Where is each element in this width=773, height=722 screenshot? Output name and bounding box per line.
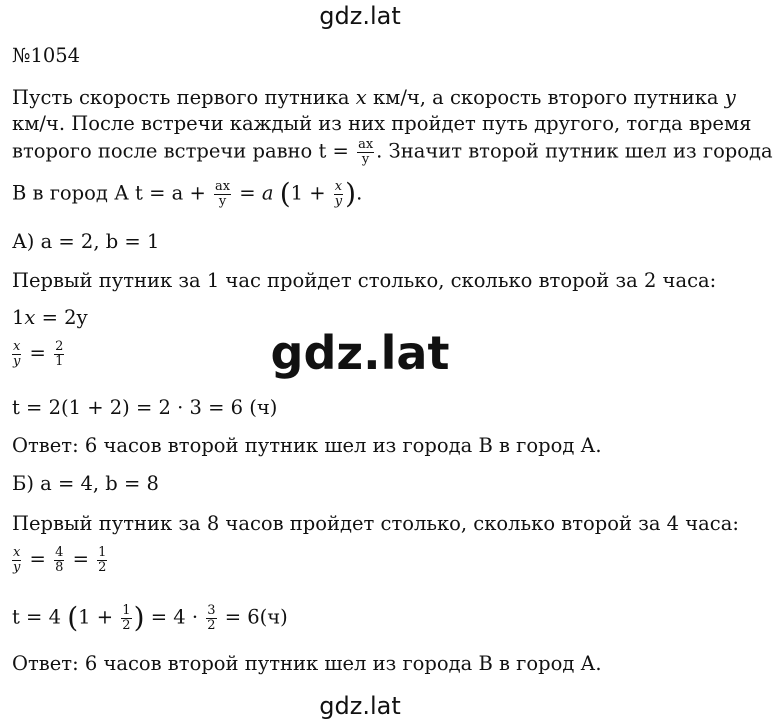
- fraction-denominator: 2: [207, 617, 216, 633]
- intro-text: . Значит второй путник шел из города: [376, 139, 773, 163]
- formula-text: = 4 ·: [144, 605, 205, 629]
- part-a-time: t = 2(1 + 2) = 2 · 3 = 6 (ч): [12, 396, 278, 419]
- var-x: x: [355, 86, 367, 109]
- equals: =: [23, 341, 53, 365]
- formula-text: В в город А t = a +: [12, 181, 212, 205]
- fraction-denominator: 1: [55, 353, 64, 369]
- watermark-middle: gdz.lat: [270, 326, 450, 380]
- fraction-denominator: y: [361, 151, 370, 167]
- part-a-header: А) a = 2, b = 1: [12, 230, 160, 253]
- part-b-answer: Ответ: 6 часов второй путник шел из города В в город А.: [12, 652, 602, 675]
- paren-close: ): [345, 177, 357, 211]
- fraction: [97, 546, 107, 574]
- part-b-time: [12, 601, 288, 635]
- formula-text: t = 4: [12, 605, 61, 629]
- part-a-equation: [12, 308, 88, 328]
- fraction: [54, 546, 64, 574]
- fraction: [12, 546, 21, 574]
- intro-line-1: [12, 88, 736, 108]
- fraction-numerator: x: [13, 545, 21, 560]
- var-x: x: [24, 306, 36, 329]
- paren-close: ): [133, 601, 145, 635]
- paren-open: (: [67, 601, 79, 635]
- intro-line-3: [12, 138, 773, 166]
- intro-text: Пусть скорость первого путника: [12, 86, 356, 109]
- fraction-denominator: 2: [122, 617, 131, 633]
- formula-text: .: [356, 181, 363, 205]
- part-b-header: Б) a = 4, b = 8: [12, 472, 159, 495]
- equation-text: = 2y: [35, 306, 88, 329]
- part-a-answer: Ответ: 6 часов второй путник шел из города В в город А.: [12, 434, 602, 457]
- fraction-denominator: y: [13, 559, 21, 575]
- fraction-numerator: 3: [207, 603, 216, 618]
- intro-text: км/ч, а скорость второго путника: [366, 86, 725, 109]
- watermark-top: gdz.lat: [319, 2, 401, 30]
- fraction-numerator: ax: [358, 137, 374, 152]
- fraction-numerator: 4: [55, 545, 64, 560]
- watermark-bottom: gdz.lat: [319, 692, 401, 720]
- intro-line-2: км/ч. После встречи каждый из них пройдет путь другого, тогда время: [12, 112, 752, 135]
- equation-text: 1: [12, 306, 25, 329]
- fraction-numerator: x: [13, 339, 21, 354]
- fraction: [206, 604, 216, 632]
- formula-text: = 6(ч): [218, 605, 288, 629]
- fraction-numerator: 1: [122, 603, 131, 618]
- part-b-ratio: [12, 546, 109, 574]
- intro-text: второго после встречи равно t =: [12, 139, 356, 163]
- fraction-numerator: 1: [98, 545, 107, 560]
- formula-text: =: [233, 181, 262, 205]
- part-b-text: Первый путник за 8 часов пройдет столько, сколько второй за 4 часа:: [12, 512, 739, 535]
- fraction-denominator: 8: [55, 559, 64, 575]
- fraction-denominator: y: [218, 193, 227, 209]
- problem-number: №1054: [12, 44, 81, 67]
- fraction-denominator: 2: [98, 559, 107, 575]
- fraction-denominator: y: [13, 353, 21, 369]
- fraction: [357, 138, 374, 166]
- fraction: [334, 180, 343, 208]
- fraction: [121, 604, 131, 632]
- equals: =: [66, 547, 96, 571]
- var-a: a: [261, 181, 274, 205]
- fraction-denominator: y: [334, 193, 343, 209]
- fraction-numerator: x: [334, 179, 343, 194]
- formula-text: 1 +: [290, 181, 332, 205]
- var-y: y: [724, 86, 736, 109]
- equals: =: [23, 547, 53, 571]
- intro-line-4: [12, 177, 363, 211]
- fraction: [214, 180, 231, 208]
- formula-text: 1 +: [78, 605, 120, 629]
- paren-open: (: [279, 177, 291, 211]
- fraction-numerator: ax: [215, 179, 231, 194]
- part-a-text: Первый путник за 1 час пройдет столько, сколько второй за 2 часа:: [12, 269, 717, 292]
- fraction-numerator: 2: [55, 339, 64, 354]
